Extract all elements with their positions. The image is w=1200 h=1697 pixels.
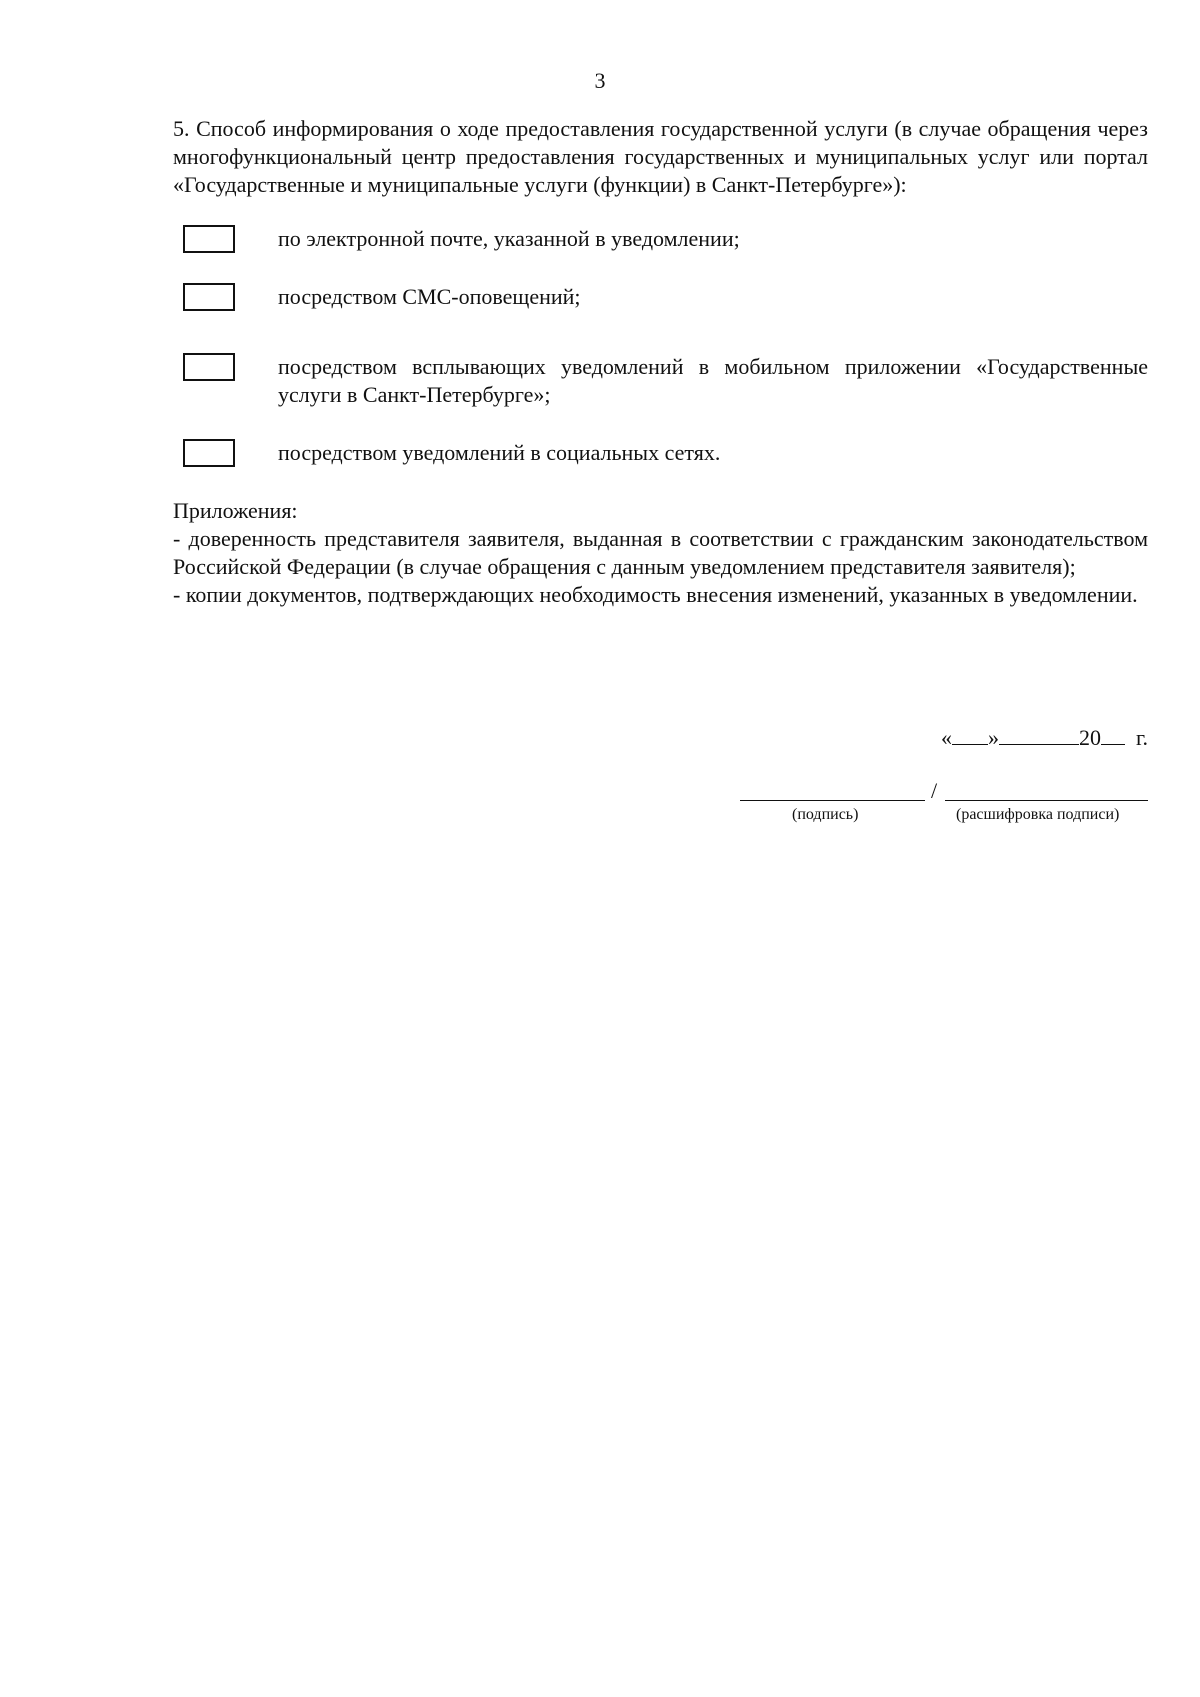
option-push [173, 353, 1148, 409]
date-line [941, 724, 1148, 751]
attachments-section [173, 497, 1148, 609]
option-social-checkbox[interactable] [183, 439, 235, 467]
date-open-quote: « [940, 725, 952, 750]
date-close-quote: » [987, 725, 999, 750]
option-push-checkbox[interactable] [183, 353, 235, 381]
section-5-text: 5. Способ информирования о ходе предоставления государственной услуги (в случае обращения через многофункциональный центр предоставления государственных и муниципальных услуг или портал «Государственные и муниципальные услуги (функции) в Санкт-Петербурге»): [173, 116, 1148, 197]
attachments-heading: Приложения: [173, 498, 298, 523]
year-prefix: 20 [1078, 725, 1101, 750]
signature-decoding-caption: (расшифровка подписи) [956, 806, 1120, 823]
day-blank[interactable] [952, 724, 988, 745]
signature-caption: (подпись) [792, 806, 859, 823]
year-blank[interactable] [1101, 724, 1125, 745]
notification-options [173, 225, 1148, 467]
option-push-label: посредством всплывающих уведомлений в мобильном приложении «Государственные услуги в Санкт-Петербурге»; [278, 354, 1148, 407]
signature-block [740, 778, 1148, 828]
option-email-label: по электронной почте, указанной в уведомлении; [278, 226, 740, 251]
signature-decoding-blank[interactable] [945, 800, 1148, 801]
page-number: 3 [594, 68, 606, 93]
option-email [173, 225, 1148, 253]
signature-slash: / [931, 778, 938, 803]
option-social [173, 439, 1148, 467]
option-sms [173, 283, 1148, 311]
document-body [173, 115, 1148, 609]
attachment-item: - копии документов, подтверждающих необходимость внесения изменений, указанных в уведомлении. [173, 582, 1138, 607]
year-suffix: г. [1135, 725, 1148, 750]
signature-blank[interactable] [740, 800, 925, 801]
option-sms-label: посредством СМС-оповещений; [278, 284, 581, 309]
option-social-label: посредством уведомлений в социальных сетях. [278, 440, 721, 465]
option-email-checkbox[interactable] [183, 225, 235, 253]
month-blank[interactable] [999, 724, 1079, 745]
attachment-item: - доверенность представителя заявителя, выданная в соответствии с гражданским законодательством Российской Федерации (в случае обращения с данным уведомлением представителя заявителя); [173, 526, 1148, 579]
option-sms-checkbox[interactable] [183, 283, 235, 311]
